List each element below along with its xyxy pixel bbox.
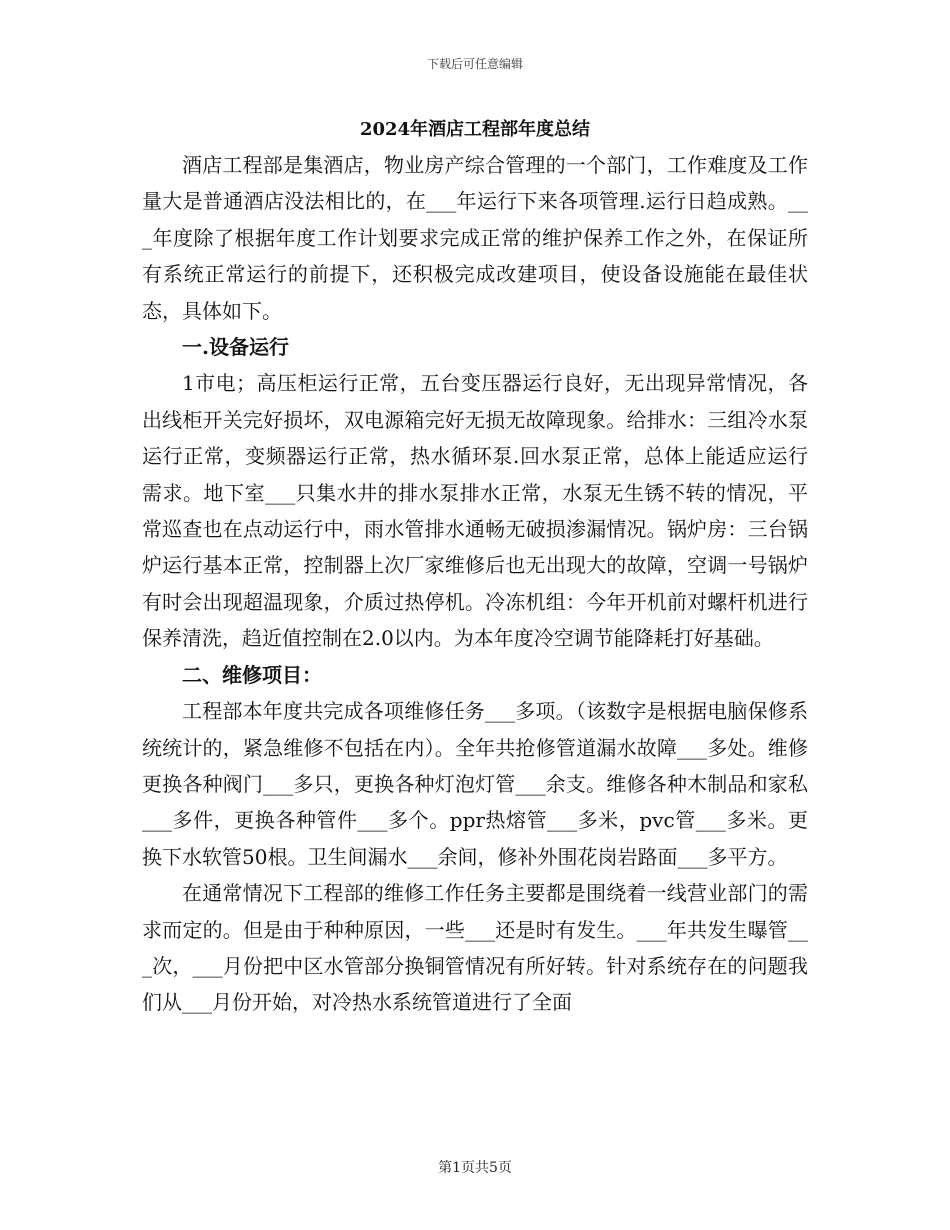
header-note: 下载后可任意编辑 bbox=[426, 57, 523, 71]
section-heading-equipment: 一.设备运行 bbox=[182, 335, 289, 360]
section-heading-repair: 二、维修项目： bbox=[182, 662, 322, 687]
document-body bbox=[142, 147, 808, 1021]
intro-paragraph: 酒店工程部是集酒店，物业房产综合管理的一个部门，工作难度及工作量大是普通酒店没法相比的，在___年运行下来各项管理.运行日趋成熟。___年度除了根据年度工作计划要求完成正常的维护保养工作之外，在保证所有系统正常运行的前提下，还积极完成改建项目，使设备设施能在最佳状态，具体如下。 bbox=[142, 153, 808, 323]
repair-paragraph-2: 在通常情况下工程部的维修工作任务主要都是围绕着一线营业部门的需求而定的。但是由于种种原因，一些___还是时有发生。___年共发生曝管___次，___月份把中区水管部分换铜管情况有所好转。针对系统存在的问题我们从___月份开始，对冷热水系统管道进行了全面 bbox=[142, 881, 808, 1015]
equipment-paragraph: 1市电；高压柜运行正常，五台变压器运行良好，无出现异常情况，各出线柜开关完好损坏，双电源箱完好无损无故障现象。给排水：三组冷水泵运行正常，变频器运行正常，热水循环泵.回水泵正常，总体上能适应运行需求。地下室___只集水井的排水泵排水正常，水泵无生锈不转的情况，平常巡查也在点动运行中，雨水管排水通畅无破损渗漏情况。锅炉房：三台锅炉运行基本正常，控制器上次厂家维修后也无出现大的故障，空调一号锅炉有时会出现超温现象，介质过热停机。冷冻机组：今年开机前对螺杆机进行保养清洗，趋近值控制在2.0以内。为本年度冷空调节能降耗打好基础。 bbox=[142, 371, 808, 651]
repair-paragraph-1: 工程部本年度共完成各项维修任务___多项。（该数字是根据电脑保修系统统计的，紧急维修不包括在内）。全年共抢修管道漏水故障___多处。维修更换各种阀门___多只，更换各种灯泡灯管___余支。维修各种木制品和家私___多件，更换各种管件___多个。ppr热熔管___多米，pvc管___多米。更换下水软管50根。卫生间漏水___余间，修补外围花岗岩路面___多平方。 bbox=[142, 699, 808, 869]
page-footer: 第1页共5页 bbox=[438, 1160, 512, 1176]
document-title: 2024年酒店工程部年度总结 bbox=[359, 119, 591, 140]
